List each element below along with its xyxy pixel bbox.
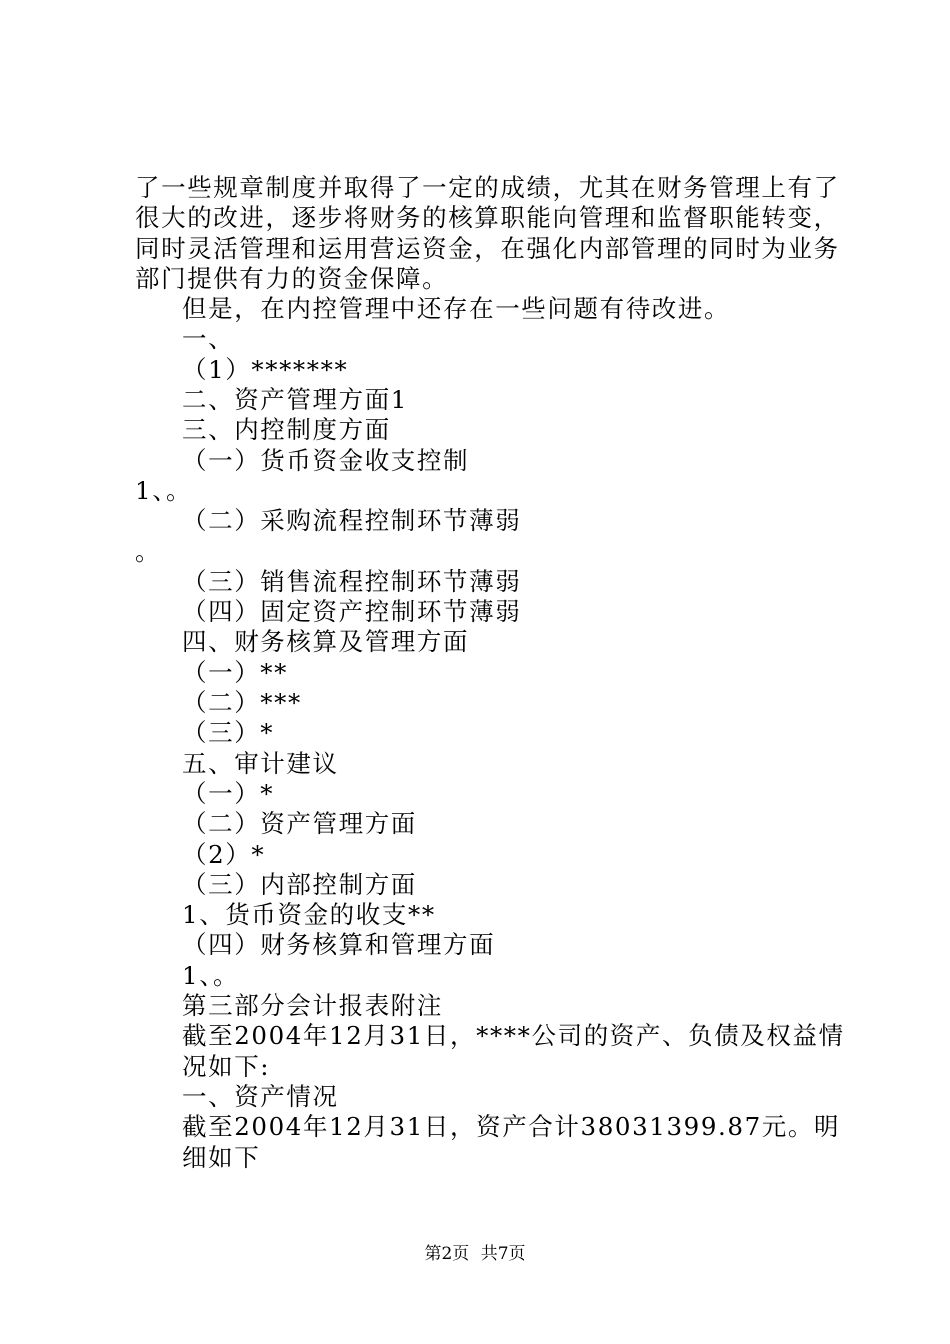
page-total: 共7页 bbox=[480, 1244, 526, 1264]
list-item: （一）* bbox=[182, 778, 275, 808]
list-item: 1、。 bbox=[135, 475, 193, 505]
list-item: （2）* bbox=[182, 839, 266, 869]
list-item: （一）货币资金收支控制 bbox=[182, 445, 470, 475]
page-number: 第2页 bbox=[424, 1244, 470, 1264]
heading-section-4: 四、财务核算及管理方面 bbox=[182, 627, 470, 657]
heading-asset-status: 一、资产情况 bbox=[182, 1081, 339, 1111]
list-item: （二）*** bbox=[182, 688, 302, 718]
paragraph-balance-summary: 截至2004年12月31日，****公司的资产、负债及权益情况如下: bbox=[182, 1021, 845, 1081]
page-footer bbox=[0, 1244, 950, 1264]
heading-section-3: 三、内控制度方面 bbox=[182, 415, 391, 445]
document-body bbox=[135, 173, 845, 1173]
list-item: （一）** bbox=[182, 657, 288, 687]
paragraph-asset-total: 截至2004年12月31日，资产合计38031399.87元。明细如下 bbox=[182, 1112, 841, 1172]
list-item: 1、。 bbox=[182, 960, 240, 990]
list-item: 。 bbox=[135, 536, 162, 566]
paragraph-problems: 但是，在内控管理中还存在一些问题有待改进。 bbox=[182, 294, 731, 324]
paragraph-intro: 了一些规章制度并取得了一定的成绩，尤其在财务管理上有了很大的改进，逐步将财务的核算职能向管理和监督职能转变，同时灵活管理和运用营运资金，在强化内部管理的同时为业务部门提供有力的资金保障。 bbox=[135, 173, 840, 293]
list-item: 1、货币资金的收支** bbox=[182, 900, 436, 930]
list-item: （三）销售流程控制环节薄弱 bbox=[182, 566, 522, 596]
list-item: （四）固定资产控制环节薄弱 bbox=[182, 597, 522, 627]
heading-section-5: 五、审计建议 bbox=[182, 748, 339, 778]
heading-section-2: 二、资产管理方面1 bbox=[182, 385, 408, 415]
heading-part-3: 第三部分会计报表附注 bbox=[182, 991, 443, 1021]
list-item: （1）******* bbox=[182, 354, 349, 384]
list-item: （二）采购流程控制环节薄弱 bbox=[182, 506, 522, 536]
list-item: （四）财务核算和管理方面 bbox=[182, 930, 496, 960]
list-item: （三）内部控制方面 bbox=[182, 869, 417, 899]
heading-section-1: 一、 bbox=[182, 324, 235, 354]
list-item: （三）* bbox=[182, 718, 275, 748]
list-item: （二）资产管理方面 bbox=[182, 809, 417, 839]
